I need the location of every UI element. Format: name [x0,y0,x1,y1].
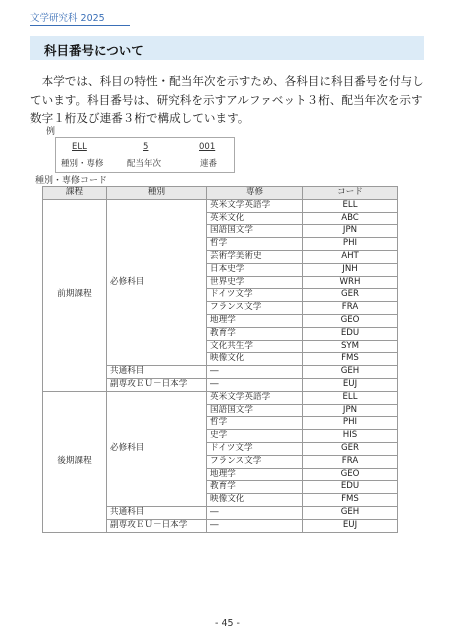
major-cell: 英米文学英語学 [207,199,303,212]
major-cell: ― [207,506,303,519]
major-cell: ― [207,366,303,379]
code-cell: GEH [303,506,398,519]
running-header-rule [30,25,130,26]
code-cell: PHI [303,238,398,251]
major-cell: 国語国文学 [207,225,303,238]
page-number: - 45 - [215,618,240,629]
code-cell: PHI [303,417,398,430]
code-cell: FMS [303,494,398,507]
example-desc-year: 配当年次 [127,159,162,169]
major-cell: 国語国文学 [207,404,303,417]
major-cell: 地理学 [207,468,303,481]
code-table [42,186,398,533]
category-cell: 副専攻ＥＵ－日本学 [107,519,207,532]
code-cell: FRA [303,302,398,315]
code-cell: JPN [303,404,398,417]
table-row [43,391,398,404]
major-cell: フランス文学 [207,455,303,468]
table-header-row [43,187,398,200]
running-header: 文学研究科 2025 [30,13,105,24]
category-cell: 共通科目 [107,506,207,519]
major-cell: 英米文化 [207,212,303,225]
code-cell: GEH [303,366,398,379]
code-cell: GER [303,289,398,302]
code-cell: ELL [303,199,398,212]
major-cell: 史学 [207,430,303,443]
example-desc-category: 種別・専修 [61,159,104,169]
code-cell: EUJ [303,378,398,391]
code-cell: ABC [303,212,398,225]
code-cell: FMS [303,353,398,366]
major-cell: 地理学 [207,314,303,327]
major-cell: 映像文化 [207,353,303,366]
major-cell: 世界史学 [207,276,303,289]
code-cell: EUJ [303,519,398,532]
major-cell: 映像文化 [207,494,303,507]
code-cell: EDU [303,327,398,340]
header-code: コード [303,187,398,200]
code-cell: HIS [303,430,398,443]
major-cell: 教育学 [207,327,303,340]
code-cell: JNH [303,263,398,276]
major-cell: 哲学 [207,417,303,430]
code-cell: ELL [303,391,398,404]
major-cell: ドイツ文学 [207,289,303,302]
header-category: 種別 [107,187,207,200]
code-table-body [43,199,398,532]
category-cell: 必修科目 [107,391,207,506]
major-cell: 英米文学英語学 [207,391,303,404]
example-label: 例 [46,127,56,137]
code-cell: AHT [303,250,398,263]
major-cell: ドイツ文学 [207,442,303,455]
section-title: 科目番号について [44,43,144,58]
major-cell: 文化共生学 [207,340,303,353]
code-cell: SYM [303,340,398,353]
example-code-year: 5 [143,142,149,152]
major-cell: フランス文学 [207,302,303,315]
example-code-serial: 001 [199,142,216,152]
header-major: 専修 [207,187,303,200]
category-cell: 必修科目 [107,199,207,365]
table-row [43,199,398,212]
course-cell: 前期課程 [43,199,107,391]
major-cell: 芸術学美術史 [207,250,303,263]
body-paragraph: 本学では、科目の特性・配当年次を示すため、各科目に科目番号を付与しています。科目番号は、研究科を示すアルファベット３桁、配当年次を示す数字１桁及び連番３桁で構成しています。 [30,74,424,125]
major-cell: 日本史学 [207,263,303,276]
code-cell: EDU [303,481,398,494]
category-cell: 共通科目 [107,366,207,379]
code-cell: FRA [303,455,398,468]
major-cell: 哲学 [207,238,303,251]
code-cell: WRH [303,276,398,289]
code-cell: GEO [303,314,398,327]
code-table-label: 種別・専修コード [35,176,108,186]
major-cell: ― [207,378,303,391]
code-cell: JPN [303,225,398,238]
major-cell: ― [207,519,303,532]
course-cell: 後期課程 [43,391,107,532]
example-desc-serial: 連番 [200,159,218,169]
code-cell: GEO [303,468,398,481]
major-cell: 教育学 [207,481,303,494]
category-cell: 副専攻ＥＵ－日本学 [107,378,207,391]
code-cell: GER [303,442,398,455]
example-code-category: ELL [72,142,87,152]
header-course: 課程 [43,187,107,200]
